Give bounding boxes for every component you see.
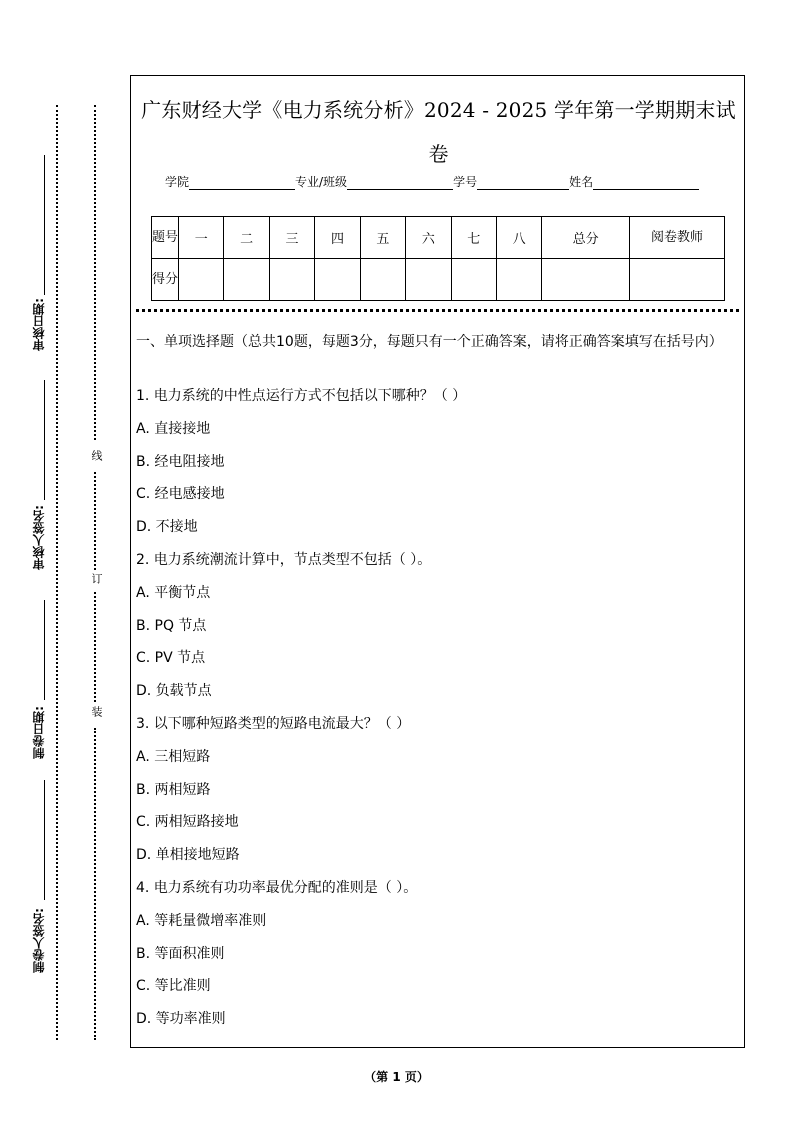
reviewer-sign-label: 审核人签名: <box>32 505 46 570</box>
maker-sign-line <box>44 780 45 900</box>
col-header: 二 <box>224 217 269 259</box>
col-header: 六 <box>406 217 451 259</box>
page-number: （第 1 页） <box>364 1070 429 1084</box>
answer-option: D. 负载节点 <box>136 683 212 700</box>
score-cell[interactable] <box>496 259 541 301</box>
score-cell[interactable] <box>315 259 360 301</box>
score-table <box>151 216 725 301</box>
answer-option: D. 等功率准则 <box>136 1011 226 1028</box>
question-stem: 4. 电力系统有功功率最优分配的准则是（ ）。 <box>136 880 418 896</box>
answer-option: C. 经电感接地 <box>136 486 225 503</box>
zhuang-mark: 装 <box>90 706 103 717</box>
col-header-total: 总分 <box>542 217 630 259</box>
exam-frame <box>130 75 745 1048</box>
col-header: 五 <box>360 217 405 259</box>
review-date-label: 审核日期: <box>32 298 46 351</box>
make-date-label: 制卷日期: <box>32 706 46 759</box>
section-heading: 一、单项选择题（总共10题，每题3分，每题只有一个正确答案，请将正确答案填写在括号内） <box>136 334 723 350</box>
make-date-line <box>44 600 45 700</box>
answer-option: C. 两相短路接地 <box>136 814 239 831</box>
answer-option: C. 等比准则 <box>136 978 211 995</box>
answer-option: B. 等面积准则 <box>136 945 225 962</box>
major-class-label: 专业/班级 <box>295 175 348 189</box>
score-cell[interactable] <box>269 259 314 301</box>
college-field[interactable] <box>189 177 295 190</box>
answer-option: B. 两相短路 <box>136 781 211 798</box>
col-header: 七 <box>451 217 496 259</box>
line-mark: 线 <box>90 450 103 461</box>
row-label-question-no: 题号 <box>152 217 179 259</box>
inner-dotted-line-2 <box>94 472 96 570</box>
major-class-field[interactable] <box>347 177 453 190</box>
outer-dotted-line <box>56 105 58 1040</box>
answer-option: A. 平衡节点 <box>136 584 211 601</box>
score-table-header-row <box>152 217 725 259</box>
reviewer-sign-line <box>44 380 45 500</box>
ding-mark: 订 <box>90 573 103 584</box>
inner-dotted-line-3 <box>94 592 96 702</box>
row-label-score: 得分 <box>152 259 179 301</box>
question-stem: 3. 以下哪种短路类型的短路电流最大？（ ） <box>136 716 411 732</box>
answer-option: B. 经电阻接地 <box>136 453 225 470</box>
answer-option: D. 不接地 <box>136 519 198 536</box>
answer-option: A. 三相短路 <box>136 748 211 765</box>
answer-option: D. 单相接地短路 <box>136 847 240 864</box>
exam-title <box>131 88 746 176</box>
section-separator <box>136 309 739 312</box>
score-table-score-row <box>152 259 725 301</box>
inner-dotted-line-4 <box>94 728 96 1040</box>
answer-option: B. PQ 节点 <box>136 617 207 634</box>
question-stem: 2. 电力系统潮流计算中，节点类型不包括（ ）。 <box>136 552 432 568</box>
student-info-row <box>165 173 699 190</box>
title-line-1: 广东财经大学《电力系统分析》2024 - 2025 学年第一学期期末试 <box>141 98 736 122</box>
col-header: 八 <box>496 217 541 259</box>
score-cell[interactable] <box>179 259 224 301</box>
score-cell[interactable] <box>224 259 269 301</box>
student-id-field[interactable] <box>477 177 569 190</box>
answer-option: C. PV 节点 <box>136 650 206 667</box>
title-line-2: 卷 <box>428 142 449 166</box>
college-label: 学院 <box>165 175 190 189</box>
review-date-line <box>44 155 45 295</box>
score-cell-grader[interactable] <box>630 259 725 301</box>
name-label: 姓名 <box>569 175 594 189</box>
col-header-grader: 阅卷教师 <box>630 217 725 259</box>
name-field[interactable] <box>593 177 699 190</box>
inner-dotted-line-1 <box>94 105 96 440</box>
col-header: 一 <box>179 217 224 259</box>
question-stem: 1. 电力系统的中性点运行方式不包括以下哪种？（ ） <box>136 388 467 404</box>
col-header: 三 <box>269 217 314 259</box>
score-cell[interactable] <box>406 259 451 301</box>
answer-option: A. 等耗量微增率准则 <box>136 912 267 929</box>
score-cell[interactable] <box>451 259 496 301</box>
answer-option: A. 直接接地 <box>136 420 211 437</box>
score-cell[interactable] <box>360 259 405 301</box>
col-header: 四 <box>315 217 360 259</box>
student-id-label: 学号 <box>453 175 478 189</box>
maker-sign-label: 制卷人签名: <box>32 908 46 973</box>
score-cell-total[interactable] <box>542 259 630 301</box>
